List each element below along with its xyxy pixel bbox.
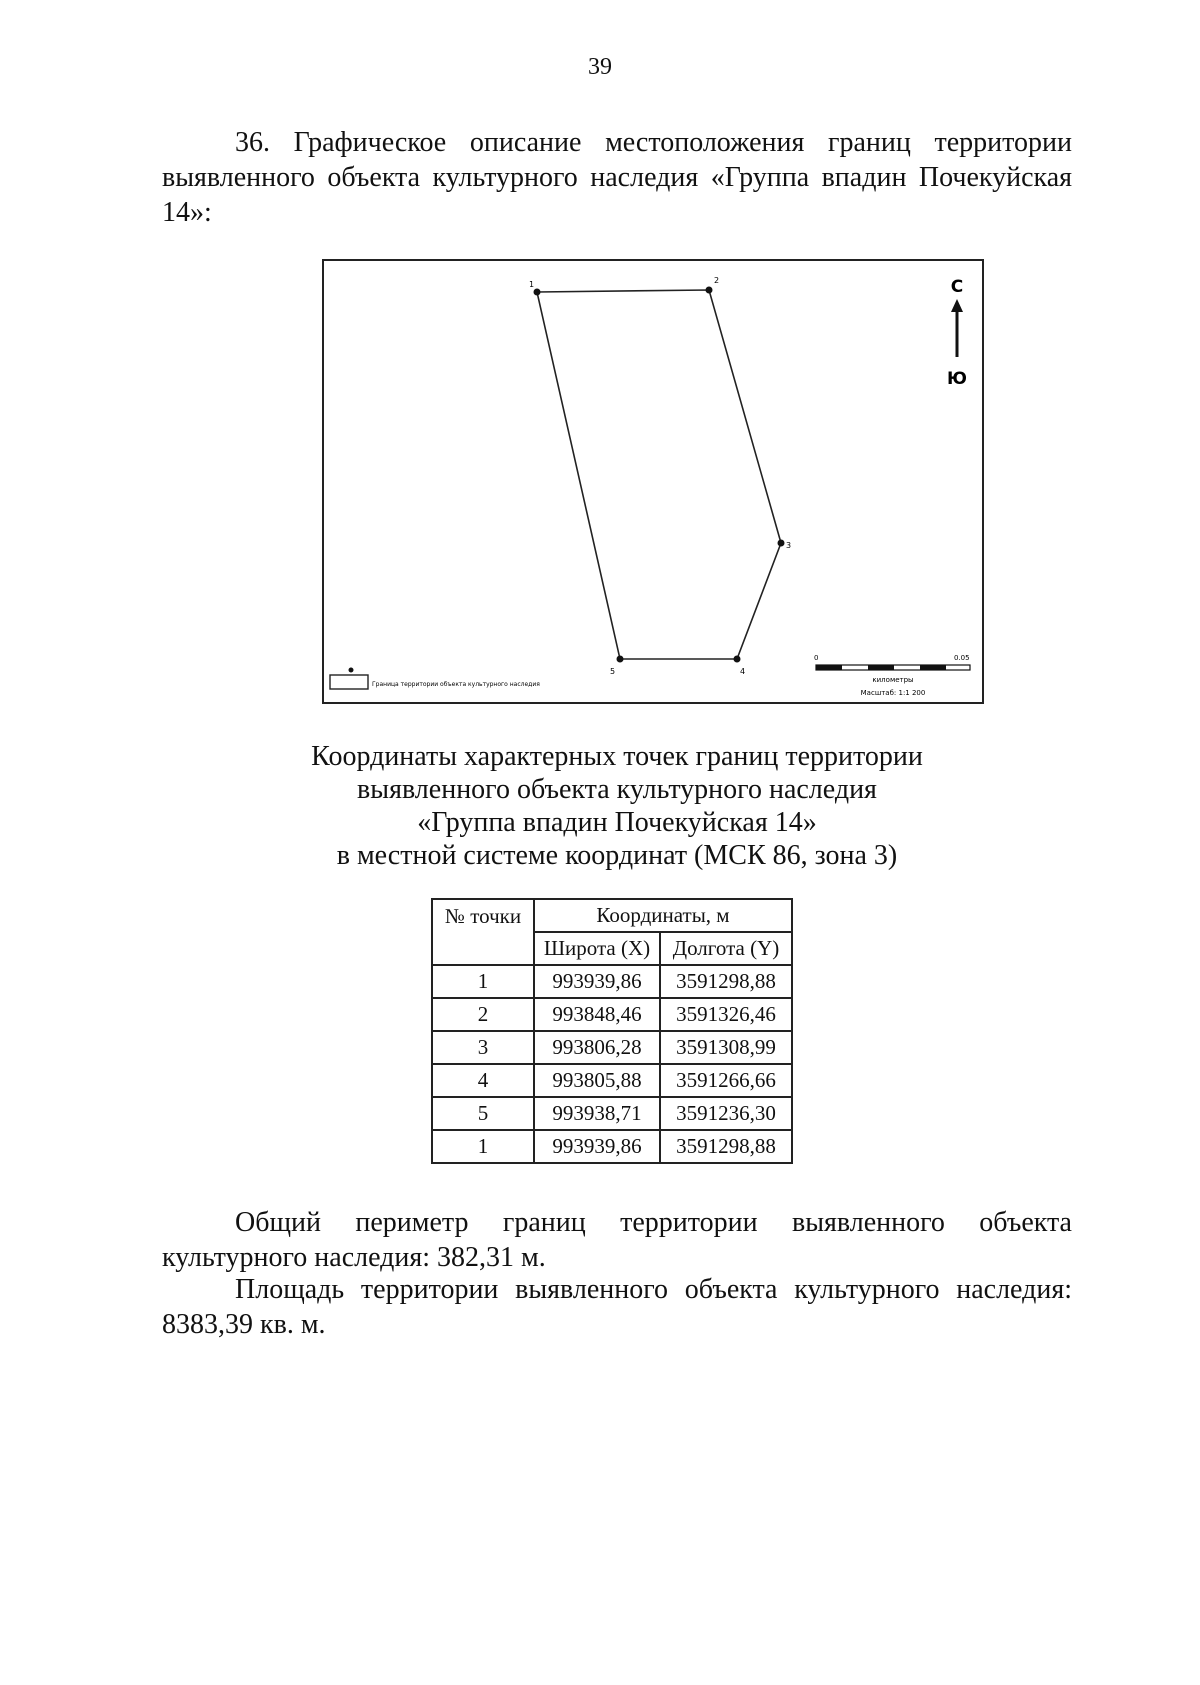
coordinates-title-line-2: выявленного объекта культурного наследия xyxy=(357,774,877,805)
boundary-point-1 xyxy=(534,289,541,296)
boundary-map xyxy=(322,259,984,704)
table-row xyxy=(432,1031,792,1064)
point-label-5: 5 xyxy=(610,667,616,676)
cell-latitude: 993848,46 xyxy=(534,998,660,1031)
area-paragraph: Площадь территории выявленного объекта культурного наследия: 8383,39 кв. м. xyxy=(162,1274,1072,1340)
coordinates-title xyxy=(162,740,1072,872)
table-row xyxy=(432,1064,792,1097)
coordinates-table xyxy=(431,898,793,1164)
cell-longitude: 3591266,66 xyxy=(660,1064,792,1097)
header-point-number: № точки xyxy=(432,899,534,965)
boundary-point-2 xyxy=(706,287,713,294)
north-label: С xyxy=(950,277,964,297)
point-label-3: 3 xyxy=(786,541,792,550)
table-row xyxy=(432,1097,792,1130)
boundary-polygon xyxy=(537,290,781,659)
scale-bar xyxy=(814,654,970,697)
point-label-1: 1 xyxy=(529,280,535,289)
boundary-point-3 xyxy=(778,540,785,547)
cell-latitude: 993939,86 xyxy=(534,1130,660,1163)
scale-start-label: 0 xyxy=(814,654,819,662)
header-latitude: Широта (X) xyxy=(534,932,660,965)
coordinates-title-line-3: «Группа впадин Почекуйская 14» xyxy=(417,807,817,838)
legend-label: Граница территории объекта культурного наследия xyxy=(372,681,540,688)
page-number: 39 xyxy=(588,54,612,80)
cell-longitude: 3591236,30 xyxy=(660,1097,792,1130)
legend-boundary-swatch xyxy=(330,675,368,689)
legend-point-icon xyxy=(349,668,354,673)
section-heading: 36. Графическое описание местоположения границ территории выявленного объекта культурного наследия «Группа впадин Почекуйская 14»: xyxy=(162,127,1072,228)
cell-latitude: 993938,71 xyxy=(534,1097,660,1130)
header-coordinates: Координаты, м xyxy=(534,899,792,932)
cell-point-number: 1 xyxy=(432,965,534,998)
map-canvas xyxy=(324,261,982,702)
cell-latitude: 993939,86 xyxy=(534,965,660,998)
coordinates-title-line-1: Координаты характерных точек границ территории xyxy=(311,741,923,772)
coordinates-title-line-4: в местной системе координат (МСК 86, зона 3) xyxy=(336,840,898,871)
cell-longitude: 3591298,88 xyxy=(660,1130,792,1163)
cell-latitude: 993806,28 xyxy=(534,1031,660,1064)
cell-point-number: 5 xyxy=(432,1097,534,1130)
cell-point-number: 3 xyxy=(432,1031,534,1064)
south-label: Ю xyxy=(947,369,967,389)
map-legend xyxy=(330,668,540,690)
table-row xyxy=(432,965,792,998)
north-arrow-icon xyxy=(947,277,967,389)
cell-point-number: 1 xyxy=(432,1130,534,1163)
cell-point-number: 4 xyxy=(432,1064,534,1097)
boundary-point-5 xyxy=(617,656,624,663)
perimeter-paragraph: Общий периметр границ территории выявленного объекта культурного наследия: 382,31 м. xyxy=(162,1207,1072,1273)
scale-ratio-label: Масштаб: 1:1 200 xyxy=(860,689,926,697)
header-longitude: Долгота (Y) xyxy=(660,932,792,965)
boundary-point-4 xyxy=(734,656,741,663)
cell-point-number: 2 xyxy=(432,998,534,1031)
table-row xyxy=(432,1130,792,1163)
scale-units-label: километры xyxy=(872,676,914,684)
scale-end-label: 0.05 xyxy=(954,654,970,662)
cell-longitude: 3591308,99 xyxy=(660,1031,792,1064)
cell-longitude: 3591298,88 xyxy=(660,965,792,998)
table-row xyxy=(432,998,792,1031)
cell-longitude: 3591326,46 xyxy=(660,998,792,1031)
point-label-4: 4 xyxy=(740,667,746,676)
cell-latitude: 993805,88 xyxy=(534,1064,660,1097)
point-label-2: 2 xyxy=(714,276,720,285)
